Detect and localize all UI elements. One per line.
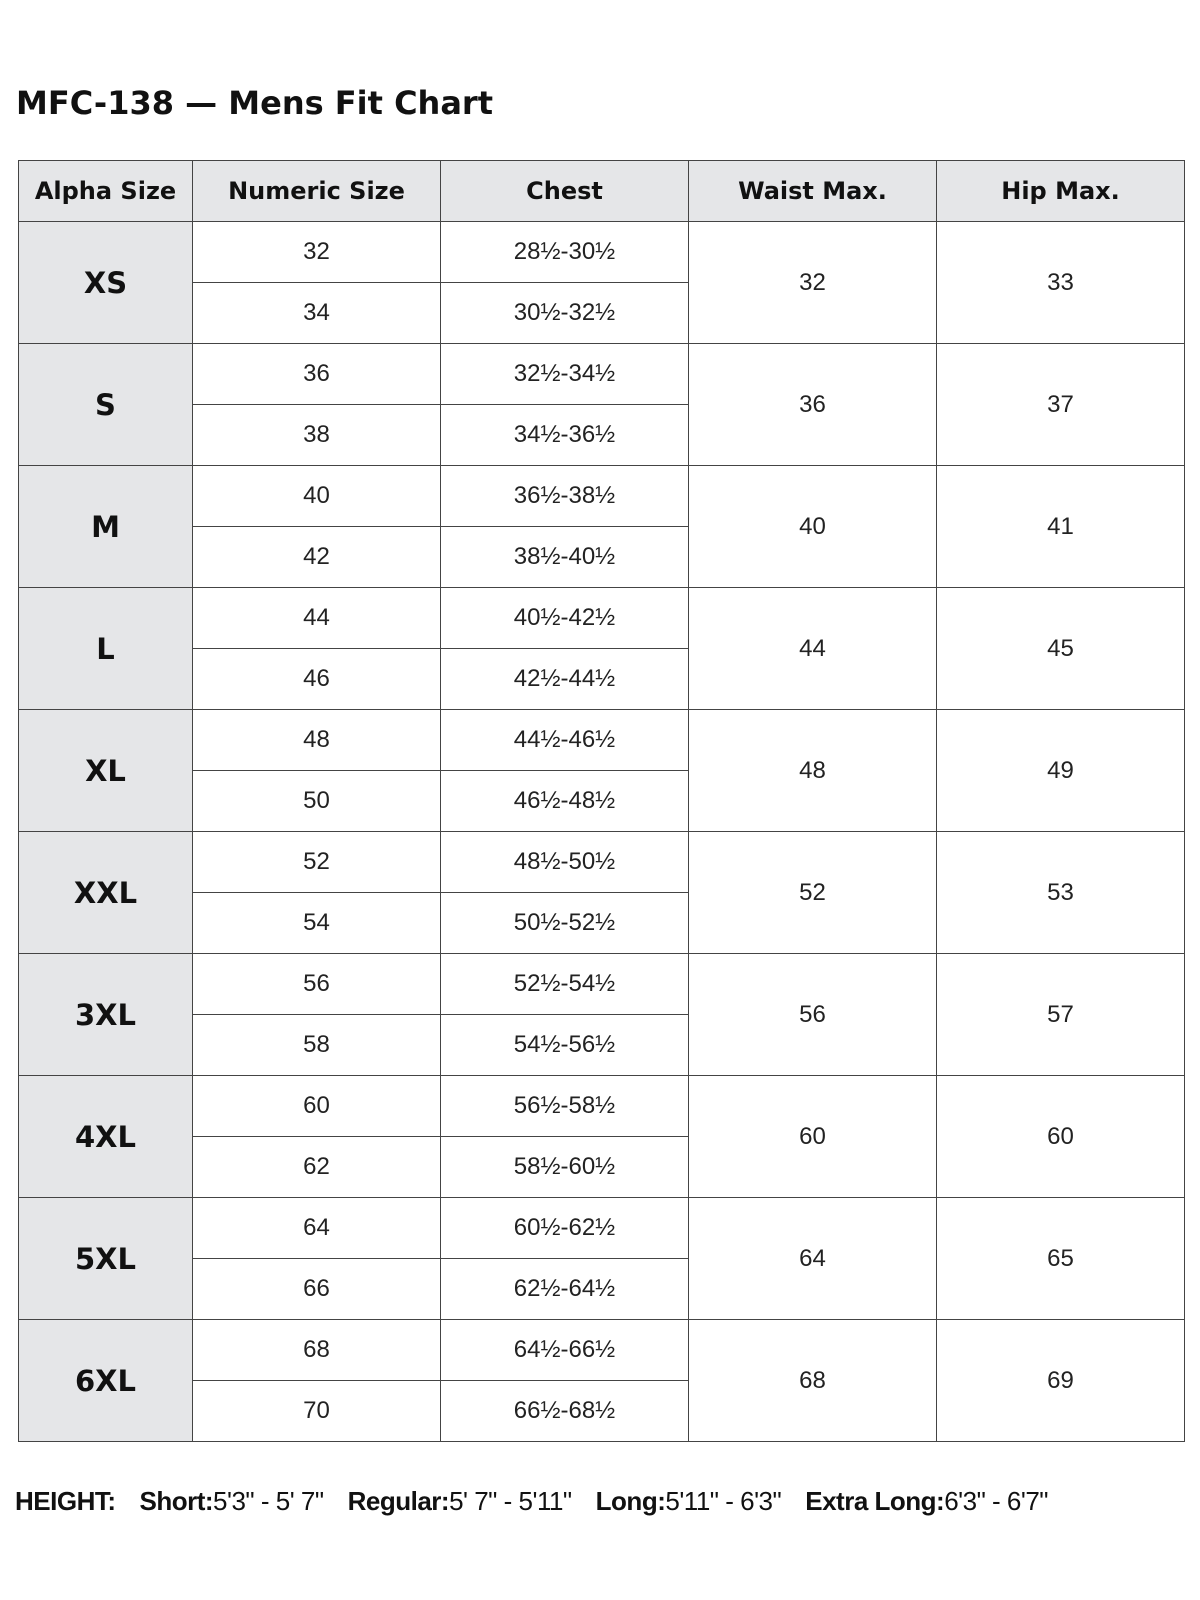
waist-max-cell: 56	[689, 954, 937, 1076]
alpha-size-cell: 3XL	[19, 954, 193, 1076]
waist-max-cell: 60	[689, 1076, 937, 1198]
numeric-size-cell: 40	[193, 466, 441, 527]
chest-cell: 54½-56½	[441, 1015, 689, 1076]
alpha-size-cell: XXL	[19, 832, 193, 954]
height-label: HEIGHT:	[15, 1486, 116, 1516]
numeric-size-cell: 42	[193, 527, 441, 588]
waist-max-cell: 64	[689, 1198, 937, 1320]
numeric-size-cell: 58	[193, 1015, 441, 1076]
numeric-size-cell: 70	[193, 1381, 441, 1442]
table-body	[19, 222, 1185, 1442]
numeric-size-cell: 68	[193, 1320, 441, 1381]
height-legend	[15, 1486, 1072, 1517]
numeric-size-cell: 52	[193, 832, 441, 893]
header-numeric-size: Numeric Size	[193, 161, 441, 222]
table-row	[19, 1076, 1185, 1137]
waist-max-cell: 48	[689, 710, 937, 832]
header-waist-max: Waist Max.	[689, 161, 937, 222]
alpha-size-cell: 6XL	[19, 1320, 193, 1442]
height-regular-name: Regular:	[347, 1486, 450, 1516]
height-short-name: Short:	[139, 1486, 214, 1516]
chest-cell: 30½-32½	[441, 283, 689, 344]
table-row	[19, 710, 1185, 771]
page-title: MFC-138 — Mens Fit Chart	[16, 84, 493, 122]
numeric-size-cell: 32	[193, 222, 441, 283]
waist-max-cell: 52	[689, 832, 937, 954]
waist-max-cell: 68	[689, 1320, 937, 1442]
numeric-size-cell: 64	[193, 1198, 441, 1259]
alpha-size-cell: L	[19, 588, 193, 710]
hip-max-cell: 53	[937, 832, 1185, 954]
chest-cell: 56½-58½	[441, 1076, 689, 1137]
chest-cell: 40½-42½	[441, 588, 689, 649]
numeric-size-cell: 34	[193, 283, 441, 344]
height-long-name: Long:	[595, 1486, 666, 1516]
chest-cell: 38½-40½	[441, 527, 689, 588]
alpha-size-cell: M	[19, 466, 193, 588]
chest-cell: 60½-62½	[441, 1198, 689, 1259]
table-row	[19, 344, 1185, 405]
hip-max-cell: 37	[937, 344, 1185, 466]
height-regular	[348, 1486, 572, 1516]
header-hip-max: Hip Max.	[937, 161, 1185, 222]
chest-cell: 36½-38½	[441, 466, 689, 527]
chest-cell: 50½-52½	[441, 893, 689, 954]
header-alpha-size: Alpha Size	[19, 161, 193, 222]
chest-cell: 44½-46½	[441, 710, 689, 771]
numeric-size-cell: 54	[193, 893, 441, 954]
chest-cell: 46½-48½	[441, 771, 689, 832]
hip-max-cell: 49	[937, 710, 1185, 832]
header-chest: Chest	[441, 161, 689, 222]
table-header	[19, 161, 1185, 222]
header-row	[19, 161, 1185, 222]
table-row	[19, 588, 1185, 649]
numeric-size-cell: 48	[193, 710, 441, 771]
hip-max-cell: 33	[937, 222, 1185, 344]
height-long-range: 5'11" - 6'3"	[665, 1486, 782, 1516]
fit-chart-table	[18, 160, 1185, 1442]
chest-cell: 58½-60½	[441, 1137, 689, 1198]
table-row	[19, 1198, 1185, 1259]
waist-max-cell: 32	[689, 222, 937, 344]
numeric-size-cell: 44	[193, 588, 441, 649]
height-regular-range: 5' 7" - 5'11"	[449, 1486, 572, 1516]
hip-max-cell: 69	[937, 1320, 1185, 1442]
chest-cell: 42½-44½	[441, 649, 689, 710]
chest-cell: 34½-36½	[441, 405, 689, 466]
chest-cell: 64½-66½	[441, 1320, 689, 1381]
hip-max-cell: 57	[937, 954, 1185, 1076]
numeric-size-cell: 46	[193, 649, 441, 710]
numeric-size-cell: 60	[193, 1076, 441, 1137]
alpha-size-cell: S	[19, 344, 193, 466]
numeric-size-cell: 66	[193, 1259, 441, 1320]
chest-cell: 52½-54½	[441, 954, 689, 1015]
table-row	[19, 1320, 1185, 1381]
table-row	[19, 954, 1185, 1015]
table-row	[19, 832, 1185, 893]
hip-max-cell: 41	[937, 466, 1185, 588]
height-extra-long	[805, 1486, 1048, 1516]
height-extra-long-range: 6'3" - 6'7"	[944, 1486, 1049, 1516]
alpha-size-cell: 4XL	[19, 1076, 193, 1198]
height-short-range: 5'3" - 5' 7"	[213, 1486, 324, 1516]
numeric-size-cell: 38	[193, 405, 441, 466]
chest-cell: 62½-64½	[441, 1259, 689, 1320]
chest-cell: 66½-68½	[441, 1381, 689, 1442]
hip-max-cell: 45	[937, 588, 1185, 710]
alpha-size-cell: 5XL	[19, 1198, 193, 1320]
numeric-size-cell: 62	[193, 1137, 441, 1198]
height-long	[596, 1486, 782, 1516]
numeric-size-cell: 36	[193, 344, 441, 405]
hip-max-cell: 60	[937, 1076, 1185, 1198]
table-row	[19, 466, 1185, 527]
table-row	[19, 222, 1185, 283]
alpha-size-cell: XS	[19, 222, 193, 344]
height-short	[140, 1486, 324, 1516]
waist-max-cell: 36	[689, 344, 937, 466]
numeric-size-cell: 50	[193, 771, 441, 832]
waist-max-cell: 44	[689, 588, 937, 710]
alpha-size-cell: XL	[19, 710, 193, 832]
hip-max-cell: 65	[937, 1198, 1185, 1320]
numeric-size-cell: 56	[193, 954, 441, 1015]
chest-cell: 28½-30½	[441, 222, 689, 283]
chest-cell: 32½-34½	[441, 344, 689, 405]
waist-max-cell: 40	[689, 466, 937, 588]
chest-cell: 48½-50½	[441, 832, 689, 893]
height-extra-long-name: Extra Long:	[805, 1486, 945, 1516]
